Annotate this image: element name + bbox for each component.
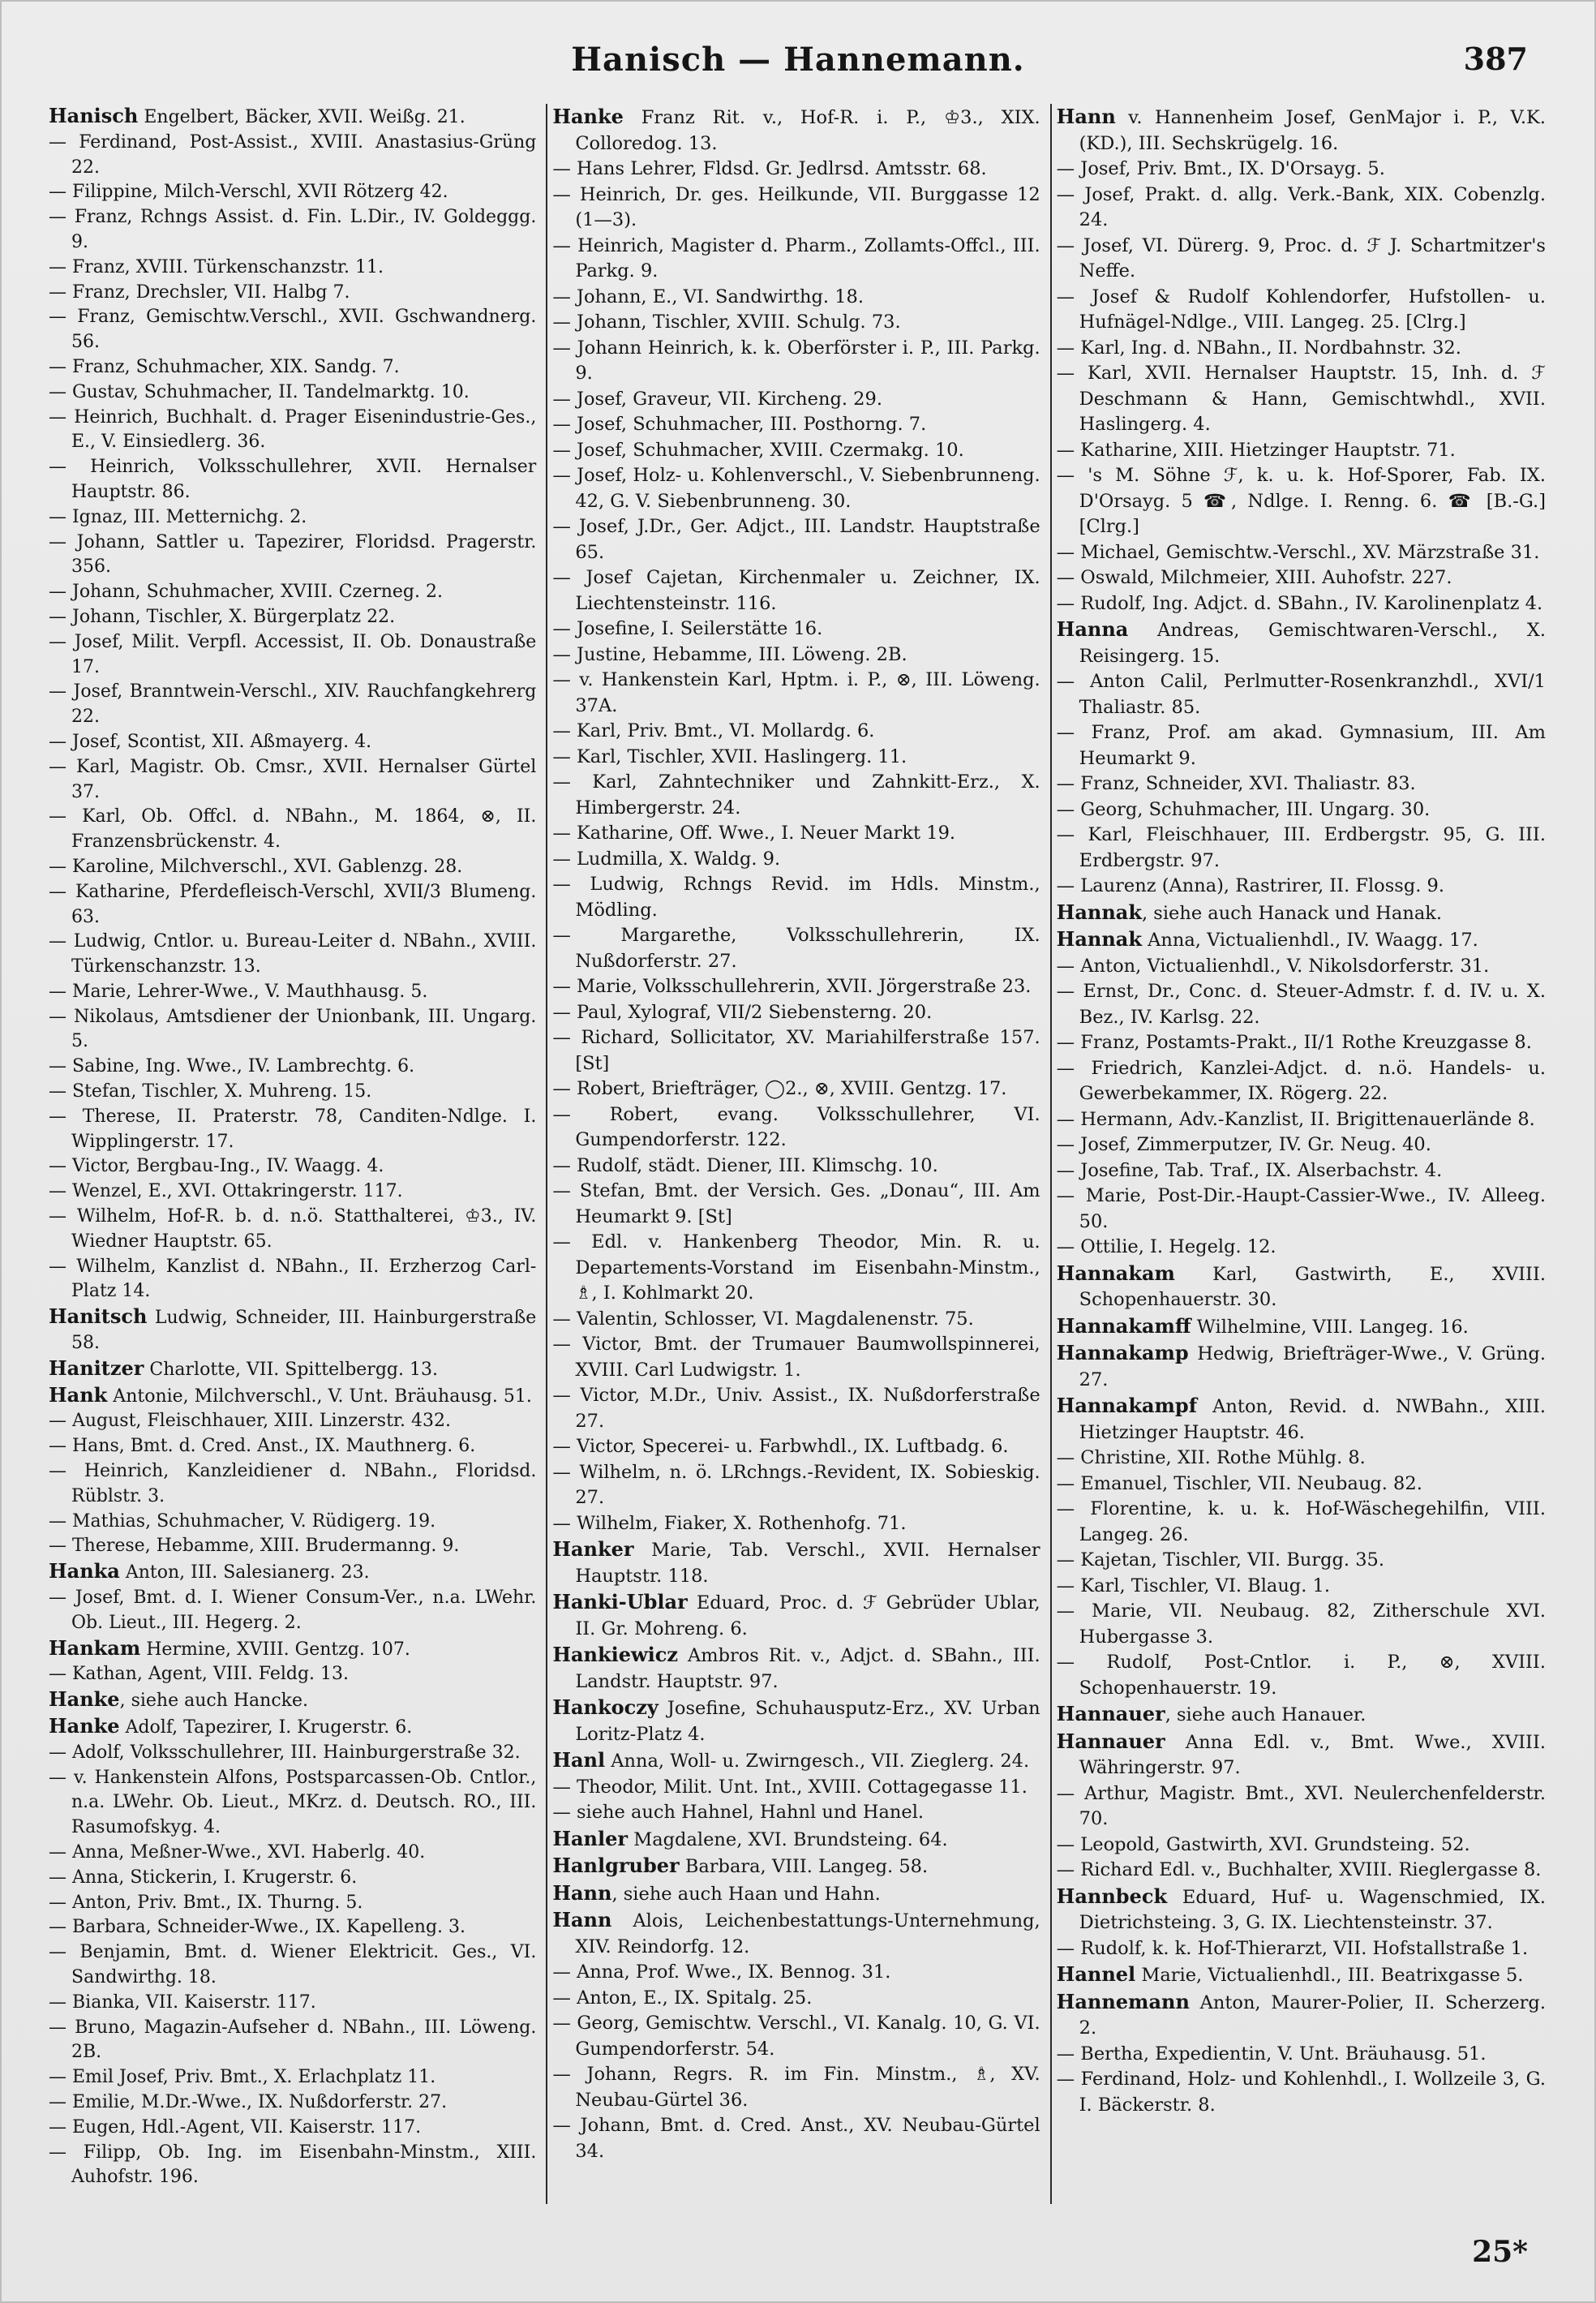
directory-entry: — Katharine, Pferdefleisch-Verschl, XVII/3 Blumeng. 63. (49, 881, 537, 927)
directory-entry: — Franz, XVIII. Türkenschanzstr. 11. (49, 256, 384, 277)
directory-entry: Hannel Marie, Victualienhdl., III. Beatrixgasse 5. (1056, 1962, 1524, 1986)
directory-entry: — Sabine, Ing. Wwe., IV. Lambrechtg. 6. (49, 1056, 415, 1077)
page-header (2, 41, 1594, 97)
directory-entry: — Ferdinand, Holz- und Kohlenhdl., I. Wollzeile 3, G. I. Bäckerstr. 8. (1056, 2069, 1546, 2116)
directory-entry: — Valentin, Schlosser, VI. Magdalenenstr. 75. (552, 1308, 974, 1330)
directory-entry: Hannakamp Hedwig, Briefträger-Wwe., V. Grüng. 27. (1056, 1341, 1546, 1390)
directory-entry: — Hans, Bmt. d. Cred. Anst., IX. Mauthnerg. 6. (49, 1436, 476, 1457)
directory-entry: — Marie, Post-Dir.-Haupt-Cassier-Wwe., IV. Alleeg. 50. (1056, 1185, 1546, 1232)
directory-entry: — Johann, Sattler u. Tapezirer, Floridsd. Pragerstr. 356. (49, 531, 537, 578)
directory-entry: — Emanuel, Tischler, VII. Neubaug. 82. (1056, 1472, 1422, 1494)
directory-entry: — Wenzel, E., XVI. Ottakringerstr. 117. (49, 1181, 403, 1202)
directory-entry: — siehe auch Hahnel, Hahnl und Hanel. (552, 1802, 925, 1823)
directory-entry: — Josef, Bmt. d. I. Wiener Consum-Ver., n.a. LWehr. Ob. Lieut., III. Hegerg. 2. (49, 1588, 537, 1633)
directory-entry: — Marie, VII. Neubaug. 82, Zitherschule XVI. Hubergasse 3. (1056, 1600, 1546, 1648)
directory-entry: — Ferdinand, Post-Assist., XVIII. Anastasius-Grüng 22. (49, 131, 537, 178)
directory-entry: — Wilhelm, n. ö. LRchngs.-Revident, IX. Sobieskig. 27. (552, 1461, 1040, 1508)
directory-entry: Hannak Anna, Victualienhdl., IV. Waagg. 17. (1056, 927, 1478, 951)
directory-entry: Hannemann Anton, Maurer-Polier, II. Scherzerg. 2. (1056, 1989, 1546, 2039)
directory-entry: — Filippine, Milch-Verschl, XVII Rötzerg 42. (49, 182, 448, 203)
directory-entry: — Franz, Schuhmacher, XIX. Sandg. 7. (49, 356, 400, 377)
directory-entry: — Michael, Gemischtw.-Verschl., XV. Märzstraße 31. (1056, 541, 1540, 563)
directory-entry: — Florentine, k. u. k. Hof-Wäschegehilfin, VIII. Langeg. 26. (1056, 1498, 1546, 1545)
column-middle (547, 104, 1051, 2204)
directory-entry: — Franz, Gemischtw.Verschl., XVII. Gschwandnerg. 56. (49, 307, 537, 353)
directory-entry: Hanlgruber Barbara, VIII. Langeg. 58. (552, 1854, 929, 1877)
directory-entry: — Josef & Rudolf Kohlendorfer, Hufstollen- u. Hufnägel-Ndlge., VIII. Langeg. 25. [Clrg.] (1056, 286, 1546, 333)
directory-entry: Hanna Andreas, Gemischtwaren-Verschl., X. Reisingerg. 15. (1056, 617, 1546, 667)
directory-entry: — Ottilie, I. Hegelg. 12. (1056, 1236, 1276, 1257)
directory-entry: — Josef, Schuhmacher, III. Posthorng. 7. (552, 414, 927, 435)
directory-entry: — Victor, Bmt. der Trumauer Baumwollspinnerei, XVIII. Carl Ludwigstr. 1. (552, 1334, 1040, 1381)
directory-entry: — Rudolf, Ing. Adjct. d. SBahn., IV. Karolinenplatz 4. (1056, 592, 1543, 614)
directory-entry: — Adolf, Volksschullehrer, III. Hainburgerstraße 32. (49, 1742, 521, 1763)
directory-entry: — Georg, Schuhmacher, III. Ungarg. 30. (1056, 798, 1431, 820)
directory-entry: — Rudolf, k. k. Hof-Thierarzt, VII. Hofstallstraße 1. (1056, 1937, 1529, 1959)
directory-entry: Hann, siehe auch Haan und Hahn. (552, 1880, 881, 1905)
directory-entry: — Richard, Sollicitator, XV. Mariahilferstraße 157. [St] (552, 1027, 1040, 1074)
directory-entry: — Heinrich, Dr. ges. Heilkunde, VII. Burggasse 12 (1—3). (552, 183, 1040, 230)
directory-entry: — Mathias, Schuhmacher, V. Rüdigerg. 19. (49, 1510, 436, 1532)
directory-entry: — Edl. v. Hankenberg Theodor, Min. R. u. Departements-Vorstand im Eisenbahn-Minstm., ♗, I. Kohlmarkt 20. (552, 1231, 1040, 1304)
directory-entry: Hanke, siehe auch Hancke. (49, 1687, 308, 1712)
directory-entry: — Kajetan, Tischler, VII. Burgg. 35. (1056, 1549, 1385, 1570)
directory-entry: — Karl, Priv. Bmt., VI. Mollardg. 6. (552, 720, 875, 741)
directory-entry: — Benjamin, Bmt. d. Wiener Elektricit. Ges., VI. Sandwirthg. 18. (49, 1942, 537, 1987)
directory-entry: — Katharine, XIII. Hietzinger Hauptstr. 71. (1056, 439, 1456, 461)
directory-entry: — Emil Josef, Priv. Bmt., X. Erlachplatz 11. (49, 2067, 436, 2088)
directory-entry: — Laurenz (Anna), Rastrirer, II. Flossg. 9. (1056, 875, 1445, 896)
directory-entry: — Anton, Victualienhdl., V. Nikolsdorferstr. 31. (1056, 955, 1490, 977)
directory-entry: — Josef, Holz- u. Kohlenverschl., V. Siebenbrunneng. 42, G. V. Siebenbrunneng. 30. (552, 465, 1040, 512)
directory-entry: — Marie, Volksschullehrerin, XVII. Jörgerstraße 23. (552, 976, 1032, 997)
page-number: 387 (1463, 41, 1528, 77)
directory-entry: — Franz, Rchngs Assist. d. Fin. L.Dir., IV. Goldeggg. 9. (49, 207, 537, 252)
directory-entry: — 's M. Söhne ℱ, k. u. k. Hof-Sporer, Fab. IX. D'Orsayg. 5 ☎, Ndlge. I. Renng. 6. ☎ [B.-G.] [Clrg.] (1056, 465, 1546, 537)
directory-entry: — Johann Heinrich, k. k. Oberförster i. P., III. Parkg. 9. (552, 337, 1040, 384)
directory-entry: Hankoczy Josefine, Schuhausputz-Erz., XV. Urban Loritz-Platz 4. (552, 1695, 1040, 1745)
directory-entry: — Margarethe, Volksschullehrerin, IX. Nußdorferstr. 27. (552, 925, 1040, 972)
directory-entry: — v. Hankenstein Alfons, Postsparcassen-Ob. Cntlor., n.a. LWehr. Ob. Lieut., MKrz. d. Deutsch. RO., III. Rasumofskyg. 4. (49, 1767, 537, 1838)
directory-entry: Hannakamff Wilhelmine, VIII. Langeg. 16. (1056, 1313, 1469, 1338)
directory-entry: — Karl, Magistr. Ob. Cmsr., XVII. Hernalser Gürtel 37. (49, 756, 537, 802)
directory-entry: Hanke Franz Rit. v., Hof-R. i. P., ♔3., XIX. Colloredog. 13. (552, 105, 1040, 154)
directory-entry: — Ludwig, Cntlor. u. Bureau-Leiter d. NBahn., XVIII. Türkenschanzstr. 13. (49, 931, 537, 977)
directory-entry: — Josef, Branntwein-Verschl., XIV. Rauchfangkehrerg 22. (49, 681, 537, 728)
directory-entry: — Richard Edl. v., Buchhalter, XVIII. Rieglergasse 8. (1056, 1859, 1542, 1880)
running-title: Hanisch — Hannemann. (571, 41, 1025, 79)
directory-entry: — Leopold, Gastwirth, XVI. Grundsteing. 52. (1056, 1833, 1470, 1855)
directory-entry: — Josef, Graveur, VII. Kircheng. 29. (552, 388, 882, 410)
directory-entry: Hannauer Anna Edl. v., Bmt. Wwe., XVIII. Währingerstr. 97. (1056, 1729, 1546, 1778)
directory-entry: — Georg, Gemischtw. Verschl., VI. Kanalg. 10, G. VI. Gumpendorferstr. 54. (552, 2013, 1040, 2060)
directory-entry: Hannak, siehe auch Hanack und Hanak. (1056, 900, 1443, 924)
directory-entry: Hanker Marie, Tab. Verschl., XVII. Hernalser Hauptstr. 118. (552, 1537, 1040, 1587)
directory-entry: — Josef, Zimmerputzer, IV. Gr. Neug. 40. (1056, 1134, 1431, 1155)
column-right (1052, 104, 1555, 2204)
directory-entry: Hann Alois, Leichenbestattungs-Unternehmung, XIV. Reindorfg. 12. (552, 1908, 1040, 1957)
directory-entry: — Hans Lehrer, Fldsd. Gr. Jedlrsd. Amtsstr. 68. (552, 158, 987, 179)
directory-entry: — Josef, Prakt. d. allg. Verk.-Bank, XIX. Cobenzlg. 24. (1056, 183, 1546, 230)
directory-entry: — Johann, Schuhmacher, XVIII. Czerneg. 2. (49, 582, 443, 603)
directory-entry: — Paul, Xylograf, VII/2 Siebensterng. 20. (552, 1001, 933, 1023)
directory-entry: Hanka Anton, III. Salesianerg. 23. (49, 1559, 370, 1583)
directory-entry: — Anton, E., IX. Spitalg. 25. (552, 1987, 813, 2009)
directory-entry: — Heinrich, Magister d. Pharm., Zollamts-Offcl., III. Parkg. 9. (552, 234, 1040, 281)
directory-entry: Hannauer, siehe auch Hanauer. (1056, 1702, 1366, 1725)
directory-entry: Hankiewicz Ambros Rit. v., Adjct. d. SBahn., III. Landstr. Hauptstr. 97. (552, 1643, 1040, 1692)
directory-entry: — Johann, Bmt. d. Cred. Anst., XV. Neubau-Gürtel 34. (552, 2115, 1040, 2162)
directory-entry: — Anton, Priv. Bmt., IX. Thurng. 5. (49, 1892, 363, 1913)
directory-entry: — Rudolf, Post-Cntlor. i. P., ⊗, XVIII. Schopenhauerstr. 19. (1056, 1652, 1546, 1699)
directory-entry: Hank Antonie, Milchverschl., V. Unt. Bräuhausg. 51. (49, 1382, 532, 1407)
directory-entry: — Karl, Zahntechniker und Zahnkitt-Erz., X. Himbergerstr. 24. (552, 771, 1040, 819)
column-left (44, 104, 547, 2204)
directory-entry: — Heinrich, Volksschullehrer, XVII. Hernalser Hauptstr. 86. (49, 457, 537, 502)
directory-entry: Hanisch Engelbert, Bäcker, XVII. Weißg. 21. (49, 104, 466, 127)
directory-entry: — Ludmilla, X. Waldg. 9. (552, 848, 781, 870)
directory-entry: — Arthur, Magistr. Bmt., XVI. Neulerchenfelderstr. 70. (1056, 1782, 1546, 1829)
directory-entry: — Hermann, Adv.-Kanzlist, II. Brigittenauerlände 8. (1056, 1108, 1535, 1130)
directory-entry: — Gustav, Schuhmacher, II. Tandelmarktg. 10. (49, 381, 470, 402)
directory-entry: Hanke Adolf, Tapezirer, I. Krugerstr. 6. (49, 1714, 413, 1738)
directory-entry: — Franz, Drechsler, VII. Halbg 7. (49, 281, 350, 303)
directory-entry: — Robert, Briefträger, ◯2., ⊗, XVIII. Gentzg. 17. (552, 1078, 1007, 1099)
directory-entry: — Josef, VI. Dürerg. 9, Proc. d. ℱ J. Schartmitzer's Neffe. (1056, 234, 1546, 281)
directory-entry: — Johann, Regrs. R. im Fin. Minstm., ♗, XV. Neubau-Gürtel 36. (552, 2064, 1040, 2111)
directory-entry: Hanitzer Charlotte, VII. Spittelbergg. 13. (49, 1356, 438, 1380)
directory-entry: — Christine, XII. Rothe Mühlg. 8. (1056, 1447, 1366, 1468)
directory-entry: — Bertha, Expedientin, V. Unt. Bräuhausg. 51. (1056, 2043, 1487, 2065)
directory-entry: — Karl, Fleischhauer, III. Erdbergstr. 95, G. III. Erdbergstr. 97. (1056, 824, 1546, 871)
directory-entry: Hanl Anna, Woll- u. Zwirngesch., VII. Zieglerg. 24. (552, 1748, 1030, 1772)
directory-entry: — v. Hankenstein Karl, Hptm. i. P., ⊗, III. Löweng. 37A. (552, 669, 1040, 716)
directory-entry: — Bruno, Magazin-Aufseher d. NBahn., III. Löweng. 2B. (49, 2017, 537, 2063)
directory-entry: — Katharine, Off. Wwe., I. Neuer Markt 19. (552, 823, 956, 844)
directory-entry: — Anna, Prof. Wwe., IX. Bennog. 31. (552, 1961, 891, 1983)
directory-columns (44, 104, 1555, 2204)
directory-entry: — Victor, Bergbau-Ing., IV. Waagg. 4. (49, 1156, 384, 1177)
directory-entry: — Stefan, Bmt. der Versich. Ges. „Donau“, III. Am Heumarkt 9. [St] (552, 1180, 1040, 1227)
directory-entry: — Josefine, Tab. Traf., IX. Alserbachstr. 4. (1056, 1159, 1443, 1181)
directory-entry: Hanki-Ublar Eduard, Proc. d. ℱ Gebrüder Ublar, II. Gr. Mohreng. 6. (552, 1590, 1040, 1639)
directory-entry: Hannakam Karl, Gastwirth, E., XVIII. Schopenhauerstr. 30. (1056, 1261, 1546, 1310)
directory-entry: — Bianka, VII. Kaiserstr. 117. (49, 1991, 316, 2013)
directory-entry: — Karl, Tischler, VI. Blaug. 1. (1056, 1575, 1330, 1596)
directory-entry: — Franz, Schneider, XVI. Thaliastr. 83. (1056, 773, 1416, 794)
directory-entry: — Rudolf, städt. Diener, III. Klimschg. 10. (552, 1154, 938, 1176)
directory-entry: — Eugen, Hdl.-Agent, VII. Kaiserstr. 117. (49, 2116, 422, 2138)
directory-entry: Hanitsch Ludwig, Schneider, III. Hainburgerstraße 58. (49, 1304, 537, 1354)
directory-entry: — Wilhelm, Kanzlist d. NBahn., II. Erzherzog Carl-Platz 14. (49, 1256, 537, 1302)
directory-entry: Hankam Hermine, XVIII. Gentzg. 107. (49, 1635, 410, 1660)
directory-entry: — Karl, Ob. Offcl. d. NBahn., M. 1864, ⊗, II. Franzensbrückenstr. 4. (49, 806, 537, 853)
directory-entry: — Victor, Specerei- u. Farbwhdl., IX. Luftbadg. 6. (552, 1436, 1009, 1457)
directory-entry: — Ernst, Dr., Conc. d. Steuer-Admstr. f. d. IV. u. X. Bez., IV. Karlsg. 22. (1056, 981, 1546, 1028)
directory-entry: — Johann, Tischler, X. Bürgerplatz 22. (49, 606, 396, 627)
directory-entry: — Franz, Postamts-Prakt., II/1 Rothe Kreuzgasse 8. (1056, 1032, 1532, 1053)
directory-entry: — Anna, Stickerin, I. Krugerstr. 6. (49, 1867, 358, 1888)
directory-entry: — Karoline, Milchverschl., XVI. Gablenzg. 28. (49, 856, 463, 877)
directory-entry: — Marie, Lehrer-Wwe., V. Mauthhausg. 5. (49, 981, 428, 1002)
signature-mark: 25* (1472, 2235, 1528, 2269)
directory-entry: — Josef, Priv. Bmt., IX. D'Orsayg. 5. (1056, 158, 1385, 179)
directory-entry: Hanler Magdalene, XVI. Brundsteing. 64. (552, 1826, 948, 1850)
directory-entry: — Kathan, Agent, VIII. Feldg. 13. (49, 1664, 350, 1685)
directory-entry: — Justine, Hebamme, III. Löweng. 2B. (552, 643, 907, 665)
directory-entry: — Josefine, I. Seilerstätte 16. (552, 618, 823, 639)
directory-entry: — Karl, Ing. d. NBahn., II. Nordbahnstr. 32. (1056, 337, 1461, 359)
directory-entry: — Johann, E., VI. Sandwirthg. 18. (552, 286, 865, 307)
directory-entry: — Barbara, Schneider-Wwe., IX. Kapelleng. 3. (49, 1917, 466, 1938)
directory-entry: — Robert, evang. Volksschullehrer, VI. Gumpendorferstr. 122. (552, 1103, 1040, 1150)
directory-entry: — Ludwig, Rchngs Revid. im Hdls. Minstm., Mödling. (552, 874, 1040, 921)
directory-entry: — Therese, Hebamme, XIII. Brudermanng. 9. (49, 1536, 460, 1557)
directory-entry: Hannbeck Eduard, Huf- u. Wagenschmied, IX. Dietrichsteing. 3, G. IX. Liechtensteinstr. 37. (1056, 1884, 1546, 1933)
directory-entry: — Karl, Tischler, XVII. Haslingerg. 11. (552, 745, 907, 767)
directory-entry: — Anton Calil, Perlmutter-Rosenkranzhdl., XVI/1 Thaliastr. 85. (1056, 671, 1546, 718)
directory-entry: — August, Fleischhauer, XIII. Linzerstr. 432. (49, 1411, 451, 1432)
directory-entry: — Josef Cajetan, Kirchenmaler u. Zeichner, IX. Liechtensteinstr. 116. (552, 567, 1040, 614)
directory-entry: — Karl, XVII. Hernalser Hauptstr. 15, Inh. d. ℱ Deschmann & Hann, Gemischtwhdl., XVII. Haslingerg. 4. (1056, 363, 1546, 435)
directory-entry: — Oswald, Milchmeier, XIII. Auhofstr. 227. (1056, 567, 1452, 588)
directory-entry: — Wilhelm, Hof-R. b. d. n.ö. Statthalterei, ♔3., IV. Wiedner Hauptstr. 65. (49, 1206, 537, 1252)
directory-entry: — Emilie, M.Dr.-Wwe., IX. Nußdorferstr. 27. (49, 2091, 448, 2112)
directory-entry: Hannakampf Anton, Revid. d. NWBahn., XIII. Hietzinger Hauptstr. 46. (1056, 1394, 1546, 1443)
directory-entry: — Theodor, Milit. Unt. Int., XVIII. Cottagegasse 11. (552, 1776, 1028, 1798)
directory-entry: — Ignaz, III. Metternichg. 2. (49, 506, 307, 527)
directory-entry: — Stefan, Tischler, X. Muhreng. 15. (49, 1081, 372, 1102)
directory-entry: — Josef, Schuhmacher, XVIII. Czermakg. 10. (552, 439, 964, 461)
directory-entry: Hann v. Hannenheim Josef, GenMajor i. P., V.K. (KD.), III. Sechskrügelg. 16. (1056, 105, 1546, 154)
directory-entry: — Friedrich, Kanzlei-Adjct. d. n.ö. Handels- u. Gewerbekammer, IX. Rögerg. 22. (1056, 1057, 1546, 1104)
directory-entry: — Filipp, Ob. Ing. im Eisenbahn-Minstm., XIII. Auhofstr. 196. (49, 2142, 537, 2188)
directory-entry: — Therese, II. Praterstr. 78, Canditen-Ndlge. I. Wipplingerstr. 17. (49, 1106, 537, 1152)
directory-entry: — Heinrich, Buchhalt. d. Prager Eisenindustrie-Ges., E., V. Einsiedlerg. 36. (49, 406, 537, 453)
directory-entry: — Josef, Milit. Verpfl. Accessist, II. Ob. Donaustraße 17. (49, 631, 537, 677)
directory-entry: — Nikolaus, Amtsdiener der Unionbank, III. Ungarg. 5. (49, 1006, 537, 1052)
directory-entry: — Anna, Meßner-Wwe., XVI. Haberlg. 40. (49, 1841, 426, 1863)
directory-entry: — Johann, Tischler, XVIII. Schulg. 73. (552, 312, 901, 333)
directory-entry: — Wilhelm, Fiaker, X. Rothenhofg. 71. (552, 1512, 907, 1534)
directory-entry: — Josef, Scontist, XII. Aßmayerg. 4. (49, 731, 372, 752)
directory-entry: — Victor, M.Dr., Univ. Assist., IX. Nußdorferstraße 27. (552, 1385, 1040, 1432)
directory-entry: — Heinrich, Kanzleidiener d. NBahn., Floridsd. Rüblstr. 3. (49, 1461, 537, 1506)
directory-entry: — Josef, J.Dr., Ger. Adjct., III. Landstr. Hauptstraße 65. (552, 516, 1040, 563)
directory-entry: — Franz, Prof. am akad. Gymnasium, III. Am Heumarkt 9. (1056, 722, 1546, 769)
